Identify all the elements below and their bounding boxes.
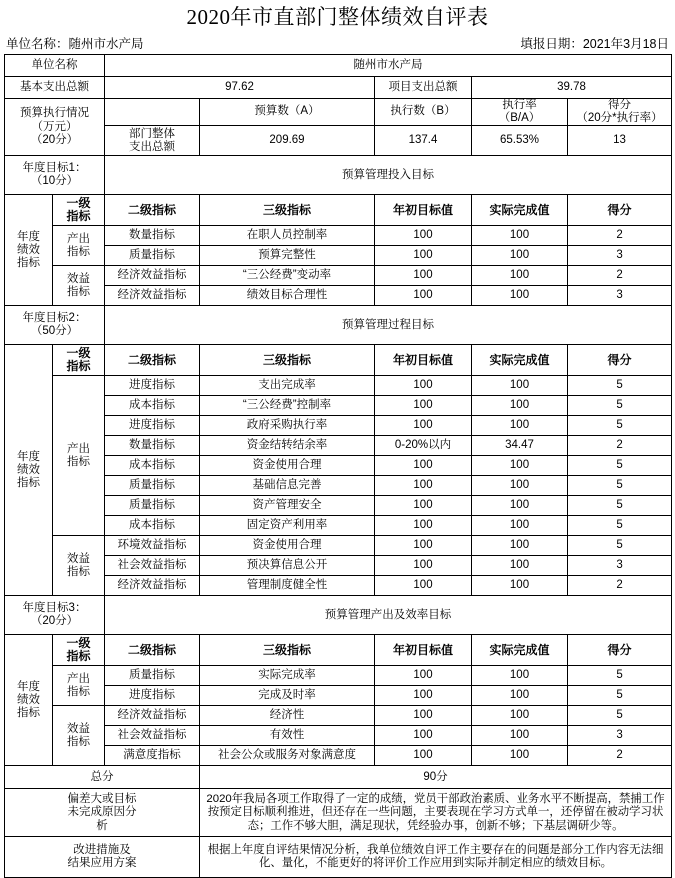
target-title-row — [5, 306, 672, 345]
total-score-value: 90分 — [200, 766, 672, 789]
target-value: 100 — [375, 556, 472, 576]
level2-indicator-value: 质量指标 — [105, 476, 200, 496]
execution-rate-header: 执行率 （B/A） — [472, 99, 568, 126]
indicator-row — [5, 706, 672, 726]
actual-value: 100 — [472, 556, 568, 576]
level2-indicator-value: 进度指标 — [105, 376, 200, 396]
form-meta-row — [4, 34, 671, 54]
target-value: 100 — [375, 226, 472, 246]
level3-indicator-value: 固定资产利用率 — [200, 516, 375, 536]
improvement-measures-text: 根据上年度自评结果情况分析，我单位绩效自评工作主要存在的问题是部分工作内容无法细化、量化，不能更好的将评价工作应用到实际并制定相应的绩效目标。 — [200, 837, 672, 878]
level2-indicator-header: 二级指标 — [105, 345, 200, 376]
project-expense-label: 项目支出总额 — [375, 77, 472, 99]
target-value: 100 — [375, 726, 472, 746]
actual-value: 100 — [472, 666, 568, 686]
target-value-header: 年初目标值 — [375, 635, 472, 666]
annual-performance-label: 年度 绩效 指标 — [5, 635, 53, 766]
budget-amount-header: 预算数（A） — [200, 99, 375, 126]
target-value: 100 — [375, 396, 472, 416]
indicator-row — [5, 536, 672, 556]
actual-value: 100 — [472, 286, 568, 306]
indicator-row — [5, 556, 672, 576]
indicator-row — [5, 226, 672, 246]
actual-value: 100 — [472, 476, 568, 496]
score-header: 得分 — [568, 345, 672, 376]
indicator-row — [5, 496, 672, 516]
actual-value: 100 — [472, 536, 568, 556]
output-indicator-group-label: 产出 指标 — [53, 376, 105, 536]
actual-value: 100 — [472, 246, 568, 266]
actual-value: 100 — [472, 456, 568, 476]
score-value: 5 — [568, 516, 672, 536]
score-value: 5 — [568, 666, 672, 686]
benefit-indicator-group-label: 效益 指标 — [53, 266, 105, 306]
improvement-measures-row — [5, 837, 672, 878]
indicator-header-row — [5, 345, 672, 376]
level3-indicator-value: 实际完成率 — [200, 666, 375, 686]
assessment-table — [4, 54, 672, 878]
actual-value-header: 实际完成值 — [472, 635, 568, 666]
level3-indicator-value: 有效性 — [200, 726, 375, 746]
indicator-row — [5, 576, 672, 596]
score-value: 3 — [568, 726, 672, 746]
target-value: 100 — [375, 416, 472, 436]
indicator-row — [5, 246, 672, 266]
page-title: 2020年市直部门整体绩效自评表 — [186, 5, 489, 29]
actual-value: 100 — [472, 266, 568, 286]
level3-indicator-value: 绩效目标合理性 — [200, 286, 375, 306]
actual-value: 100 — [472, 416, 568, 436]
annual-performance-label: 年度 绩效 指标 — [5, 195, 53, 306]
report-date-line: 填报日期：2021年3月18日 — [520, 37, 669, 51]
indicator-row — [5, 746, 672, 766]
score-value: 2 — [568, 436, 672, 456]
score-value: 5 — [568, 536, 672, 556]
target-value: 100 — [375, 666, 472, 686]
target-value-header: 年初目标值 — [375, 345, 472, 376]
target-title-label: 年度目标3： （20分） — [5, 596, 105, 635]
level2-indicator-value: 质量指标 — [105, 666, 200, 686]
improvement-measures-label: 改进措施及 结果应用方案 — [5, 837, 200, 878]
benefit-indicator-group-label: 效益 指标 — [53, 706, 105, 766]
level3-indicator-value: “三公经费”变动率 — [200, 266, 375, 286]
unit-name-line: 单位名称：随州市水产局 — [6, 37, 144, 51]
target-title-label: 年度目标2： （50分） — [5, 306, 105, 345]
target-value: 100 — [375, 706, 472, 726]
level3-indicator-value: 资金使用合理 — [200, 456, 375, 476]
level3-indicator-value: 资金使用合理 — [200, 536, 375, 556]
indicator-header-row — [5, 195, 672, 226]
indicator-row — [5, 456, 672, 476]
level3-indicator-value: 经济性 — [200, 706, 375, 726]
project-expense-value: 39.78 — [472, 77, 672, 99]
budget-execution-label: 预算执行情况 （万元） （20分） — [5, 99, 105, 156]
target-title-row — [5, 156, 672, 195]
actual-value: 100 — [472, 516, 568, 536]
indicator-header-row — [5, 635, 672, 666]
actual-value: 100 — [472, 746, 568, 766]
benefit-indicator-group-label: 效益 指标 — [53, 536, 105, 596]
target-description: 预算管理过程目标 — [105, 306, 672, 345]
target-value: 100 — [375, 536, 472, 556]
level2-indicator-value: 环境效益指标 — [105, 536, 200, 556]
score-value: 5 — [568, 706, 672, 726]
score-value: 2 — [568, 266, 672, 286]
level3-indicator-header: 三级指标 — [200, 635, 375, 666]
indicator-row — [5, 726, 672, 746]
target-value: 100 — [375, 376, 472, 396]
actual-value: 100 — [472, 396, 568, 416]
score-value: 5 — [568, 376, 672, 396]
indicator-row — [5, 476, 672, 496]
indicator-row — [5, 266, 672, 286]
level3-indicator-value: 资金结转结余率 — [200, 436, 375, 456]
actual-value: 100 — [472, 576, 568, 596]
budget-amount-value: 209.69 — [200, 126, 375, 156]
score-value: 5 — [568, 686, 672, 706]
level2-indicator-value: 成本指标 — [105, 456, 200, 476]
actual-value: 100 — [472, 496, 568, 516]
level2-indicator-value: 经济效益指标 — [105, 576, 200, 596]
actual-value: 100 — [472, 686, 568, 706]
executed-amount-header: 执行数（B） — [375, 99, 472, 126]
level2-indicator-value: 满意度指标 — [105, 746, 200, 766]
level2-indicator-header: 二级指标 — [105, 635, 200, 666]
basic-expense-value: 97.62 — [105, 77, 375, 99]
level2-indicator-value: 经济效益指标 — [105, 266, 200, 286]
indicator-row — [5, 376, 672, 396]
target-value: 100 — [375, 266, 472, 286]
deviation-analysis-row — [5, 789, 672, 837]
level2-indicator-value: 成本指标 — [105, 396, 200, 416]
level3-indicator-value: 基础信息完善 — [200, 476, 375, 496]
target-value: 100 — [375, 246, 472, 266]
target-value: 100 — [375, 576, 472, 596]
targets-container — [5, 156, 672, 766]
score-value: 3 — [568, 286, 672, 306]
actual-value: 34.47 — [472, 436, 568, 456]
indicator-row — [5, 666, 672, 686]
target-value: 100 — [375, 286, 472, 306]
target-value: 100 — [375, 746, 472, 766]
score-value: 5 — [568, 416, 672, 436]
level2-indicator-value: 质量指标 — [105, 246, 200, 266]
score-value: 3 — [568, 556, 672, 576]
target-value-header: 年初目标值 — [375, 195, 472, 226]
target-title-label: 年度目标1： （10分） — [5, 156, 105, 195]
budget-execution-data-row — [5, 126, 672, 156]
deviation-analysis-text: 2020年我局各项工作取得了一定的成绩，党员干部政治素质、业务水平不断提高，禁捕工作按预定目标顺利推进，但还存在一些问题，主要表现在学习方式单一，还停留在被动学习状态；工作不够大胆，满足现状，凭经验办事，创新不够；下基层调研少等。 — [200, 789, 672, 837]
basic-expense-label: 基本支出总额 — [5, 77, 105, 99]
level3-indicator-value: 管理制度健全性 — [200, 576, 375, 596]
unit-name-value: 随州市水产局 — [105, 55, 672, 77]
level2-indicator-value: 经济效益指标 — [105, 286, 200, 306]
department-total-expense-label: 部门整体 支出总额 — [105, 126, 200, 156]
actual-value-header: 实际完成值 — [472, 345, 568, 376]
level3-indicator-value: 社会公众或服务对象满意度 — [200, 746, 375, 766]
level2-indicator-value: 质量指标 — [105, 496, 200, 516]
score-value: 5 — [568, 496, 672, 516]
level3-indicator-value: 在职人员控制率 — [200, 226, 375, 246]
level2-indicator-value: 社会效益指标 — [105, 726, 200, 746]
unit-name-row — [5, 55, 672, 77]
actual-value: 100 — [472, 376, 568, 396]
indicator-row — [5, 436, 672, 456]
target-description: 预算管理产出及效率目标 — [105, 596, 672, 635]
score-value: 2 — [568, 746, 672, 766]
indicator-row — [5, 686, 672, 706]
level2-indicator-value: 数量指标 — [105, 436, 200, 456]
score-value: 5 — [568, 396, 672, 416]
indicator-row — [5, 396, 672, 416]
level3-indicator-value: “三公经费”控制率 — [200, 396, 375, 416]
target-value: 100 — [375, 476, 472, 496]
total-score-label: 总分 — [5, 766, 200, 789]
output-indicator-group-label: 产出 指标 — [53, 666, 105, 706]
level2-indicator-header: 二级指标 — [105, 195, 200, 226]
level1-indicator-header: 一级 指标 — [53, 635, 105, 666]
level3-indicator-value: 支出完成率 — [200, 376, 375, 396]
level2-indicator-value: 数量指标 — [105, 226, 200, 246]
target-value: 100 — [375, 456, 472, 476]
score-value: 3 — [568, 246, 672, 266]
execution-score-value: 13 — [568, 126, 672, 156]
score-header: 得分 — [568, 195, 672, 226]
target-description: 预算管理投入目标 — [105, 156, 672, 195]
level3-indicator-value: 政府采购执行率 — [200, 416, 375, 436]
level3-indicator-header: 三级指标 — [200, 345, 375, 376]
level2-indicator-value: 经济效益指标 — [105, 706, 200, 726]
expense-totals-row — [5, 77, 672, 99]
executed-amount-value: 137.4 — [375, 126, 472, 156]
level3-indicator-value: 完成及时率 — [200, 686, 375, 706]
actual-value: 100 — [472, 226, 568, 246]
annual-performance-label: 年度 绩效 指标 — [5, 345, 53, 596]
actual-value: 100 — [472, 726, 568, 746]
indicator-row — [5, 286, 672, 306]
level2-indicator-value: 社会效益指标 — [105, 556, 200, 576]
target-value: 0-20%以内 — [375, 436, 472, 456]
score-header: 得分 — [568, 635, 672, 666]
deviation-analysis-label: 偏差大或目标 未完成原因分 析 — [5, 789, 200, 837]
level1-indicator-header: 一级 指标 — [53, 345, 105, 376]
unit-name-label: 单位名称 — [5, 55, 105, 77]
actual-value: 100 — [472, 706, 568, 726]
level3-indicator-value: 预算完整性 — [200, 246, 375, 266]
level3-indicator-value: 预决算信息公开 — [200, 556, 375, 576]
level3-indicator-value: 资产管理安全 — [200, 496, 375, 516]
budget-execution-header-row — [5, 99, 672, 126]
execution-score-header: 得分 （20分*执行率） — [568, 99, 672, 126]
indicator-row — [5, 416, 672, 436]
indicator-row — [5, 516, 672, 536]
score-value: 2 — [568, 576, 672, 596]
target-value: 100 — [375, 516, 472, 536]
target-value: 100 — [375, 496, 472, 516]
level2-indicator-value: 进度指标 — [105, 686, 200, 706]
actual-value-header: 实际完成值 — [472, 195, 568, 226]
score-value: 2 — [568, 226, 672, 246]
level1-indicator-header: 一级 指标 — [53, 195, 105, 226]
output-indicator-group-label: 产出 指标 — [53, 226, 105, 266]
level2-indicator-value: 进度指标 — [105, 416, 200, 436]
score-value: 5 — [568, 476, 672, 496]
execution-rate-value: 65.53% — [472, 126, 568, 156]
total-score-row — [5, 766, 672, 789]
level3-indicator-header: 三级指标 — [200, 195, 375, 226]
level2-indicator-value: 成本指标 — [105, 516, 200, 536]
target-title-row — [5, 596, 672, 635]
score-value: 5 — [568, 456, 672, 476]
budget-execution-blank-cell — [105, 99, 200, 126]
target-value: 100 — [375, 686, 472, 706]
